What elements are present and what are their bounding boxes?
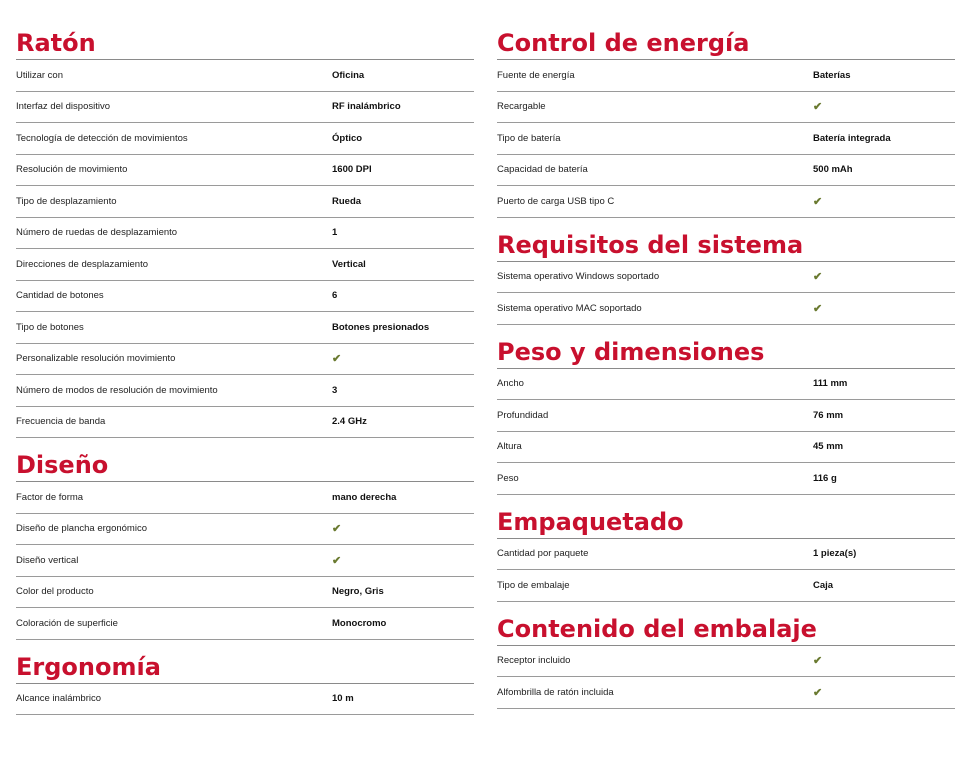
spec-label: Cantidad de botones: [16, 290, 104, 302]
spec-value: 6: [332, 290, 338, 302]
spec-label: Factor de forma: [16, 491, 84, 503]
spec-row: [497, 539, 955, 571]
spec-label: Diseño vertical: [16, 554, 79, 566]
spec-value: Rueda: [332, 195, 362, 207]
spec-row: [16, 545, 474, 577]
section-title: Peso y dimensiones: [497, 337, 955, 369]
spec-row: [497, 155, 955, 187]
spec-row: [497, 60, 955, 92]
spec-label: Profundidad: [497, 409, 549, 421]
spec-row: [497, 262, 955, 294]
left-column: [16, 28, 474, 727]
spec-label: Fuente de energía: [497, 69, 575, 81]
spec-label: Tecnología de detección de movimientos: [16, 132, 188, 144]
spec-label: Peso: [497, 472, 519, 484]
spec-label: Personalizable resolución movimiento: [16, 353, 176, 365]
spec-label: Altura: [497, 441, 522, 453]
section-peso-y-dimensiones: [497, 337, 955, 495]
spec-value: RF inalámbrico: [332, 101, 401, 113]
spec-row: [16, 60, 474, 92]
section-control-de-energia: [497, 28, 955, 218]
spec-row: [497, 186, 955, 218]
spec-label: Sistema operativo MAC soportado: [497, 302, 642, 314]
section-title: Contenido del embalaje: [497, 614, 955, 646]
spec-row: [16, 514, 474, 546]
spec-row: [497, 369, 955, 401]
checkmark-icon: ✔: [813, 655, 823, 668]
checkmark-icon: ✔: [332, 523, 342, 536]
spec-list: [497, 262, 955, 325]
spec-value: Óptico: [332, 132, 363, 144]
section-title: Ratón: [16, 28, 474, 60]
spec-label: Puerto de carga USB tipo C: [497, 195, 615, 207]
checkmark-icon: ✔: [813, 195, 823, 208]
spec-row: [16, 375, 474, 407]
spec-value: 3: [332, 384, 338, 396]
checkmark-icon: ✔: [813, 686, 823, 699]
spec-label: Capacidad de batería: [497, 164, 588, 176]
spec-row: [497, 570, 955, 602]
spec-row: [16, 312, 474, 344]
section-title: Control de energía: [497, 28, 955, 60]
spec-label: Cantidad por paquete: [497, 548, 589, 560]
spec-list: [497, 646, 955, 709]
spec-label: Alfombrilla de ratón incluida: [497, 686, 614, 698]
spec-row: [497, 677, 955, 709]
spec-row: [497, 92, 955, 124]
spec-row: [497, 293, 955, 325]
spec-label: Tipo de embalaje: [497, 579, 570, 591]
checkmark-icon: ✔: [813, 302, 823, 315]
spec-label: Utilizar con: [16, 69, 63, 81]
spec-value: 116 g: [813, 472, 837, 484]
spec-row: [16, 123, 474, 155]
spec-value: 111 mm: [813, 378, 848, 390]
spec-row: [16, 249, 474, 281]
spec-row: [497, 463, 955, 495]
spec-row: [16, 577, 474, 609]
section-empaquetado: [497, 507, 955, 602]
spec-list: [497, 60, 955, 218]
spec-value: 10 m: [332, 693, 354, 705]
section-title: Empaquetado: [497, 507, 955, 539]
spec-value: 500 mAh: [813, 164, 853, 176]
spec-row: [16, 281, 474, 313]
spec-label: Receptor incluido: [497, 655, 571, 667]
spec-value: 1 pieza(s): [813, 548, 857, 560]
spec-list: [497, 539, 955, 602]
spec-value: Batería integrada: [813, 132, 891, 144]
spec-value: 2.4 GHz: [332, 416, 367, 428]
checkmark-icon: ✔: [813, 271, 823, 284]
right-column: [497, 28, 955, 721]
section-raton: [16, 28, 474, 438]
spec-label: Ancho: [497, 378, 524, 390]
spec-label: Diseño de plancha ergonómico: [16, 523, 147, 535]
spec-label: Sistema operativo Windows soportado: [497, 271, 660, 283]
spec-row: [16, 684, 474, 716]
spec-row: [16, 608, 474, 640]
section-diseno: [16, 450, 474, 640]
spec-label: Tipo de batería: [497, 132, 561, 144]
spec-value: Caja: [813, 579, 834, 591]
section-title: Ergonomía: [16, 652, 474, 684]
checkmark-icon: ✔: [332, 554, 342, 567]
spec-value: Vertical: [332, 258, 366, 270]
section-contenido-del-embalaje: [497, 614, 955, 709]
spec-label: Recargable: [497, 101, 546, 113]
spec-row: [16, 218, 474, 250]
spec-label: Número de ruedas de desplazamiento: [16, 227, 178, 239]
spec-value: Negro, Gris: [332, 586, 384, 598]
spec-row: [497, 646, 955, 678]
spec-row: [16, 407, 474, 439]
spec-row: [497, 432, 955, 464]
spec-label: Coloración de superficie: [16, 617, 118, 629]
spec-list: [497, 369, 955, 495]
spec-value: mano derecha: [332, 491, 397, 503]
spec-list: [16, 684, 474, 716]
spec-label: Direcciones de desplazamiento: [16, 258, 149, 270]
section-ergonomia: [16, 652, 474, 716]
spec-row: [497, 400, 955, 432]
spec-value: Baterías: [813, 69, 851, 81]
spec-label: Tipo de botones: [16, 321, 84, 333]
checkmark-icon: ✔: [332, 353, 342, 366]
spec-value: Monocromo: [332, 617, 387, 629]
spec-row: [16, 155, 474, 187]
spec-label: Número de modos de resolución de movimiento: [16, 384, 218, 396]
section-title: Requisitos del sistema: [497, 230, 955, 262]
spec-label: Interfaz del dispositivo: [16, 101, 110, 113]
section-requisitos-del-sistema: [497, 230, 955, 325]
spec-value: 1600 DPI: [332, 164, 372, 176]
spec-label: Color del producto: [16, 586, 94, 598]
spec-label: Alcance inalámbrico: [16, 693, 102, 705]
spec-value: 1: [332, 227, 338, 239]
spec-label: Frecuencia de banda: [16, 416, 106, 428]
spec-label: Resolución de movimiento: [16, 164, 128, 176]
spec-row: [497, 123, 955, 155]
spec-list: [16, 60, 474, 438]
spec-label: Tipo de desplazamiento: [16, 195, 117, 207]
spec-row: [16, 92, 474, 124]
spec-value: Oficina: [332, 69, 365, 81]
checkmark-icon: ✔: [813, 101, 823, 114]
spec-value: 45 mm: [813, 441, 844, 453]
spec-row: [16, 482, 474, 514]
spec-list: [16, 482, 474, 640]
section-title: Diseño: [16, 450, 474, 482]
spec-value: Botones presionados: [332, 321, 430, 333]
spec-row: [16, 186, 474, 218]
spec-value: 76 mm: [813, 409, 844, 421]
spec-row: [16, 344, 474, 376]
